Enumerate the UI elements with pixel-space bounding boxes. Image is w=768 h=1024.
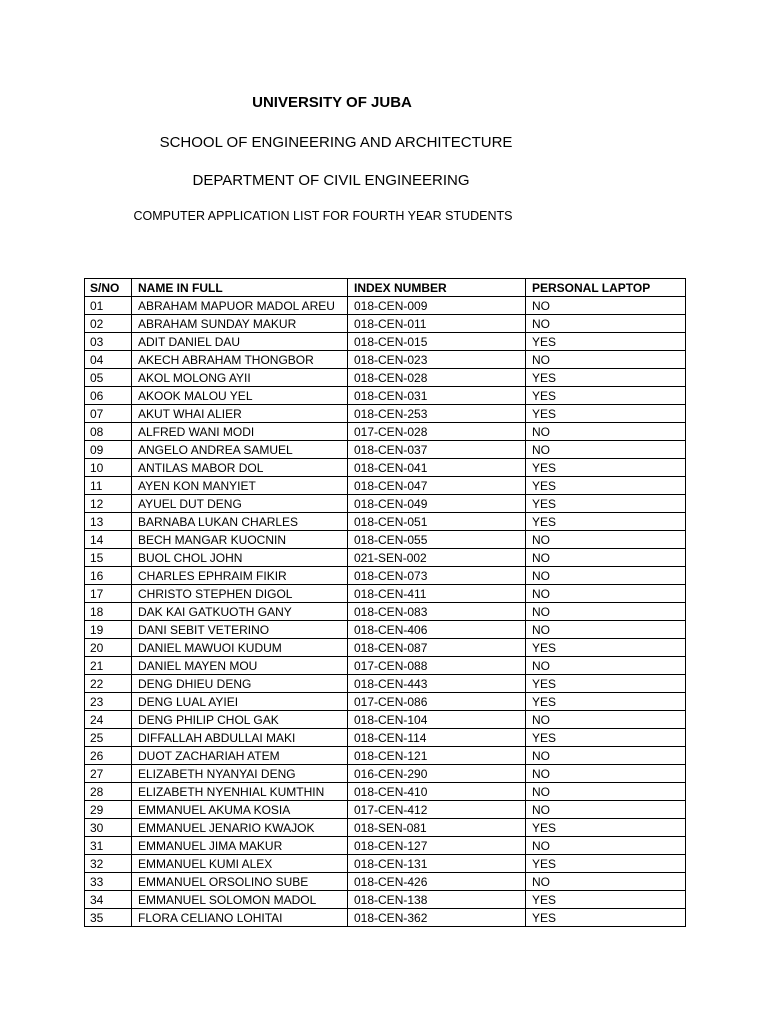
cell-index-number: 018-CEN-083 [348, 603, 526, 621]
cell-name: ELIZABETH NYANYAI DENG [132, 765, 348, 783]
table-row [85, 315, 686, 333]
cell-sno: 33 [85, 873, 132, 891]
cell-sno: 27 [85, 765, 132, 783]
cell-index-number: 018-CEN-049 [348, 495, 526, 513]
table-row [85, 531, 686, 549]
cell-sno: 13 [85, 513, 132, 531]
table-row [85, 873, 686, 891]
cell-index-number: 018-SEN-081 [348, 819, 526, 837]
cell-personal-laptop: YES [526, 729, 686, 747]
table-row [85, 639, 686, 657]
cell-name: DUOT ZACHARIAH ATEM [132, 747, 348, 765]
cell-personal-laptop: NO [526, 837, 686, 855]
cell-sno: 32 [85, 855, 132, 873]
cell-sno: 24 [85, 711, 132, 729]
table-row [85, 675, 686, 693]
cell-sno: 12 [85, 495, 132, 513]
cell-personal-laptop: NO [526, 441, 686, 459]
cell-sno: 05 [85, 369, 132, 387]
cell-sno: 08 [85, 423, 132, 441]
cell-name: ADIT DANIEL DAU [132, 333, 348, 351]
table-row [85, 855, 686, 873]
cell-index-number: 018-CEN-015 [348, 333, 526, 351]
cell-name: EMMANUEL KUMI ALEX [132, 855, 348, 873]
table-row [85, 549, 686, 567]
cell-sno: 29 [85, 801, 132, 819]
cell-index-number: 018-CEN-410 [348, 783, 526, 801]
cell-personal-laptop: YES [526, 819, 686, 837]
cell-index-number: 017-CEN-412 [348, 801, 526, 819]
cell-sno: 28 [85, 783, 132, 801]
cell-sno: 23 [85, 693, 132, 711]
cell-sno: 35 [85, 909, 132, 927]
cell-index-number: 018-CEN-037 [348, 441, 526, 459]
cell-sno: 34 [85, 891, 132, 909]
cell-personal-laptop: NO [526, 423, 686, 441]
cell-name: EMMANUEL JENARIO KWAJOK [132, 819, 348, 837]
table-row [85, 891, 686, 909]
cell-name: BUOL CHOL JOHN [132, 549, 348, 567]
cell-sno: 03 [85, 333, 132, 351]
cell-name: EMMANUEL JIMA MAKUR [132, 837, 348, 855]
table-body [85, 297, 686, 927]
cell-sno: 11 [85, 477, 132, 495]
cell-index-number: 018-CEN-009 [348, 297, 526, 315]
table-row [85, 819, 686, 837]
cell-sno: 30 [85, 819, 132, 837]
table-row [85, 801, 686, 819]
table-row [85, 603, 686, 621]
cell-personal-laptop: YES [526, 639, 686, 657]
cell-name: AKOL MOLONG AYII [132, 369, 348, 387]
table-row [85, 477, 686, 495]
cell-index-number: 021-SEN-002 [348, 549, 526, 567]
table-row [85, 711, 686, 729]
cell-index-number: 018-CEN-114 [348, 729, 526, 747]
cell-name: ANGELO ANDREA SAMUEL [132, 441, 348, 459]
cell-name: DENG PHILIP CHOL GAK [132, 711, 348, 729]
column-header-laptop: PERSONAL LAPTOP [526, 279, 686, 297]
cell-name: DIFFALLAH ABDULLAI MAKI [132, 729, 348, 747]
cell-index-number: 018-CEN-131 [348, 855, 526, 873]
table-row [85, 585, 686, 603]
table-row [85, 405, 686, 423]
table-row [85, 333, 686, 351]
cell-sno: 10 [85, 459, 132, 477]
cell-personal-laptop: NO [526, 765, 686, 783]
cell-personal-laptop: YES [526, 909, 686, 927]
table-row [85, 747, 686, 765]
cell-sno: 18 [85, 603, 132, 621]
student-table [84, 278, 686, 927]
cell-sno: 06 [85, 387, 132, 405]
cell-name: EMMANUEL ORSOLINO SUBE [132, 873, 348, 891]
cell-index-number: 018-CEN-104 [348, 711, 526, 729]
cell-name: CHRISTO STEPHEN DIGOL [132, 585, 348, 603]
cell-personal-laptop: YES [526, 387, 686, 405]
cell-index-number: 018-CEN-426 [348, 873, 526, 891]
cell-personal-laptop: NO [526, 567, 686, 585]
cell-personal-laptop: YES [526, 333, 686, 351]
cell-personal-laptop: NO [526, 747, 686, 765]
cell-index-number: 018-CEN-127 [348, 837, 526, 855]
table-row [85, 441, 686, 459]
table-row [85, 621, 686, 639]
cell-personal-laptop: NO [526, 585, 686, 603]
cell-sno: 04 [85, 351, 132, 369]
cell-index-number: 018-CEN-121 [348, 747, 526, 765]
cell-personal-laptop: YES [526, 405, 686, 423]
cell-personal-laptop: NO [526, 351, 686, 369]
table-header-row [85, 279, 686, 297]
table-row [85, 495, 686, 513]
cell-name: ANTILAS MABOR DOL [132, 459, 348, 477]
cell-personal-laptop: YES [526, 891, 686, 909]
cell-name: AKOOK MALOU YEL [132, 387, 348, 405]
cell-name: BECH MANGAR KUOCNIN [132, 531, 348, 549]
cell-personal-laptop: YES [526, 513, 686, 531]
cell-index-number: 018-CEN-362 [348, 909, 526, 927]
cell-personal-laptop: NO [526, 621, 686, 639]
cell-personal-laptop: YES [526, 855, 686, 873]
cell-index-number: 018-CEN-023 [348, 351, 526, 369]
cell-name: DAK KAI GATKUOTH GANY [132, 603, 348, 621]
list-title: COMPUTER APPLICATION LIST FOR FOURTH YEAR STUDENTS [133, 209, 513, 223]
cell-sno: 16 [85, 567, 132, 585]
cell-name: ABRAHAM SUNDAY MAKUR [132, 315, 348, 333]
cell-index-number: 018-CEN-138 [348, 891, 526, 909]
cell-index-number: 018-CEN-041 [348, 459, 526, 477]
cell-name: DANIEL MAWUOI KUDUM [132, 639, 348, 657]
cell-index-number: 018-CEN-087 [348, 639, 526, 657]
cell-index-number: 018-CEN-051 [348, 513, 526, 531]
cell-index-number: 018-CEN-031 [348, 387, 526, 405]
cell-personal-laptop: YES [526, 369, 686, 387]
cell-personal-laptop: NO [526, 873, 686, 891]
cell-sno: 19 [85, 621, 132, 639]
table-row [85, 837, 686, 855]
cell-name: EMMANUEL AKUMA KOSIA [132, 801, 348, 819]
table-row [85, 693, 686, 711]
cell-personal-laptop: YES [526, 675, 686, 693]
table-row [85, 423, 686, 441]
cell-sno: 02 [85, 315, 132, 333]
cell-personal-laptop: YES [526, 495, 686, 513]
cell-name: DENG DHIEU DENG [132, 675, 348, 693]
cell-sno: 22 [85, 675, 132, 693]
cell-index-number: 018-CEN-253 [348, 405, 526, 423]
cell-personal-laptop: NO [526, 549, 686, 567]
cell-personal-laptop: NO [526, 801, 686, 819]
table-header [85, 279, 686, 297]
cell-name: ELIZABETH NYENHIAL KUMTHIN [132, 783, 348, 801]
table-row [85, 729, 686, 747]
cell-name: DANIEL MAYEN MOU [132, 657, 348, 675]
cell-personal-laptop: YES [526, 459, 686, 477]
cell-index-number: 018-CEN-443 [348, 675, 526, 693]
cell-name: ALFRED WANI MODI [132, 423, 348, 441]
cell-name: AKECH ABRAHAM THONGBOR [132, 351, 348, 369]
cell-personal-laptop: NO [526, 603, 686, 621]
table-row [85, 387, 686, 405]
cell-name: AYEN KON MANYIET [132, 477, 348, 495]
cell-sno: 25 [85, 729, 132, 747]
cell-index-number: 018-CEN-073 [348, 567, 526, 585]
cell-sno: 31 [85, 837, 132, 855]
table-row [85, 459, 686, 477]
table-row [85, 369, 686, 387]
cell-index-number: 017-CEN-028 [348, 423, 526, 441]
cell-index-number: 018-CEN-028 [348, 369, 526, 387]
cell-personal-laptop: NO [526, 297, 686, 315]
cell-sno: 07 [85, 405, 132, 423]
table-row [85, 909, 686, 927]
cell-index-number: 017-CEN-088 [348, 657, 526, 675]
university-title: UNIVERSITY OF JUBA [252, 94, 412, 111]
cell-index-number: 018-CEN-047 [348, 477, 526, 495]
cell-sno: 17 [85, 585, 132, 603]
cell-name: CHARLES EPHRAIM FIKIR [132, 567, 348, 585]
cell-personal-laptop: YES [526, 693, 686, 711]
cell-personal-laptop: YES [526, 477, 686, 495]
cell-sno: 14 [85, 531, 132, 549]
cell-index-number: 017-CEN-086 [348, 693, 526, 711]
table-row [85, 351, 686, 369]
cell-index-number: 018-CEN-406 [348, 621, 526, 639]
cell-index-number: 018-CEN-011 [348, 315, 526, 333]
cell-personal-laptop: NO [526, 657, 686, 675]
cell-index-number: 018-CEN-055 [348, 531, 526, 549]
cell-name: AYUEL DUT DENG [132, 495, 348, 513]
column-header-name: NAME IN FULL [132, 279, 348, 297]
cell-sno: 09 [85, 441, 132, 459]
cell-personal-laptop: NO [526, 315, 686, 333]
cell-personal-laptop: NO [526, 711, 686, 729]
column-header-index: INDEX NUMBER [348, 279, 526, 297]
cell-personal-laptop: NO [526, 531, 686, 549]
cell-name: ABRAHAM MAPUOR MADOL AREU [132, 297, 348, 315]
cell-index-number: 018-CEN-411 [348, 585, 526, 603]
cell-personal-laptop: NO [526, 783, 686, 801]
cell-name: FLORA CELIANO LOHITAI [132, 909, 348, 927]
cell-name: EMMANUEL SOLOMON MADOL [132, 891, 348, 909]
cell-sno: 26 [85, 747, 132, 765]
cell-sno: 01 [85, 297, 132, 315]
cell-sno: 20 [85, 639, 132, 657]
table-row [85, 513, 686, 531]
department-title: DEPARTMENT OF CIVIL ENGINEERING [192, 172, 470, 189]
cell-name: DENG LUAL AYIEI [132, 693, 348, 711]
table-row [85, 783, 686, 801]
cell-index-number: 016-CEN-290 [348, 765, 526, 783]
cell-sno: 15 [85, 549, 132, 567]
cell-sno: 21 [85, 657, 132, 675]
table-row [85, 297, 686, 315]
cell-name: BARNABA LUKAN CHARLES [132, 513, 348, 531]
column-header-sno: S/NO [85, 279, 132, 297]
table-row [85, 657, 686, 675]
cell-name: DANI SEBIT VETERINO [132, 621, 348, 639]
table-row [85, 765, 686, 783]
cell-name: AKUT WHAI ALIER [132, 405, 348, 423]
school-title: SCHOOL OF ENGINEERING AND ARCHITECTURE [159, 134, 513, 151]
table-row [85, 567, 686, 585]
